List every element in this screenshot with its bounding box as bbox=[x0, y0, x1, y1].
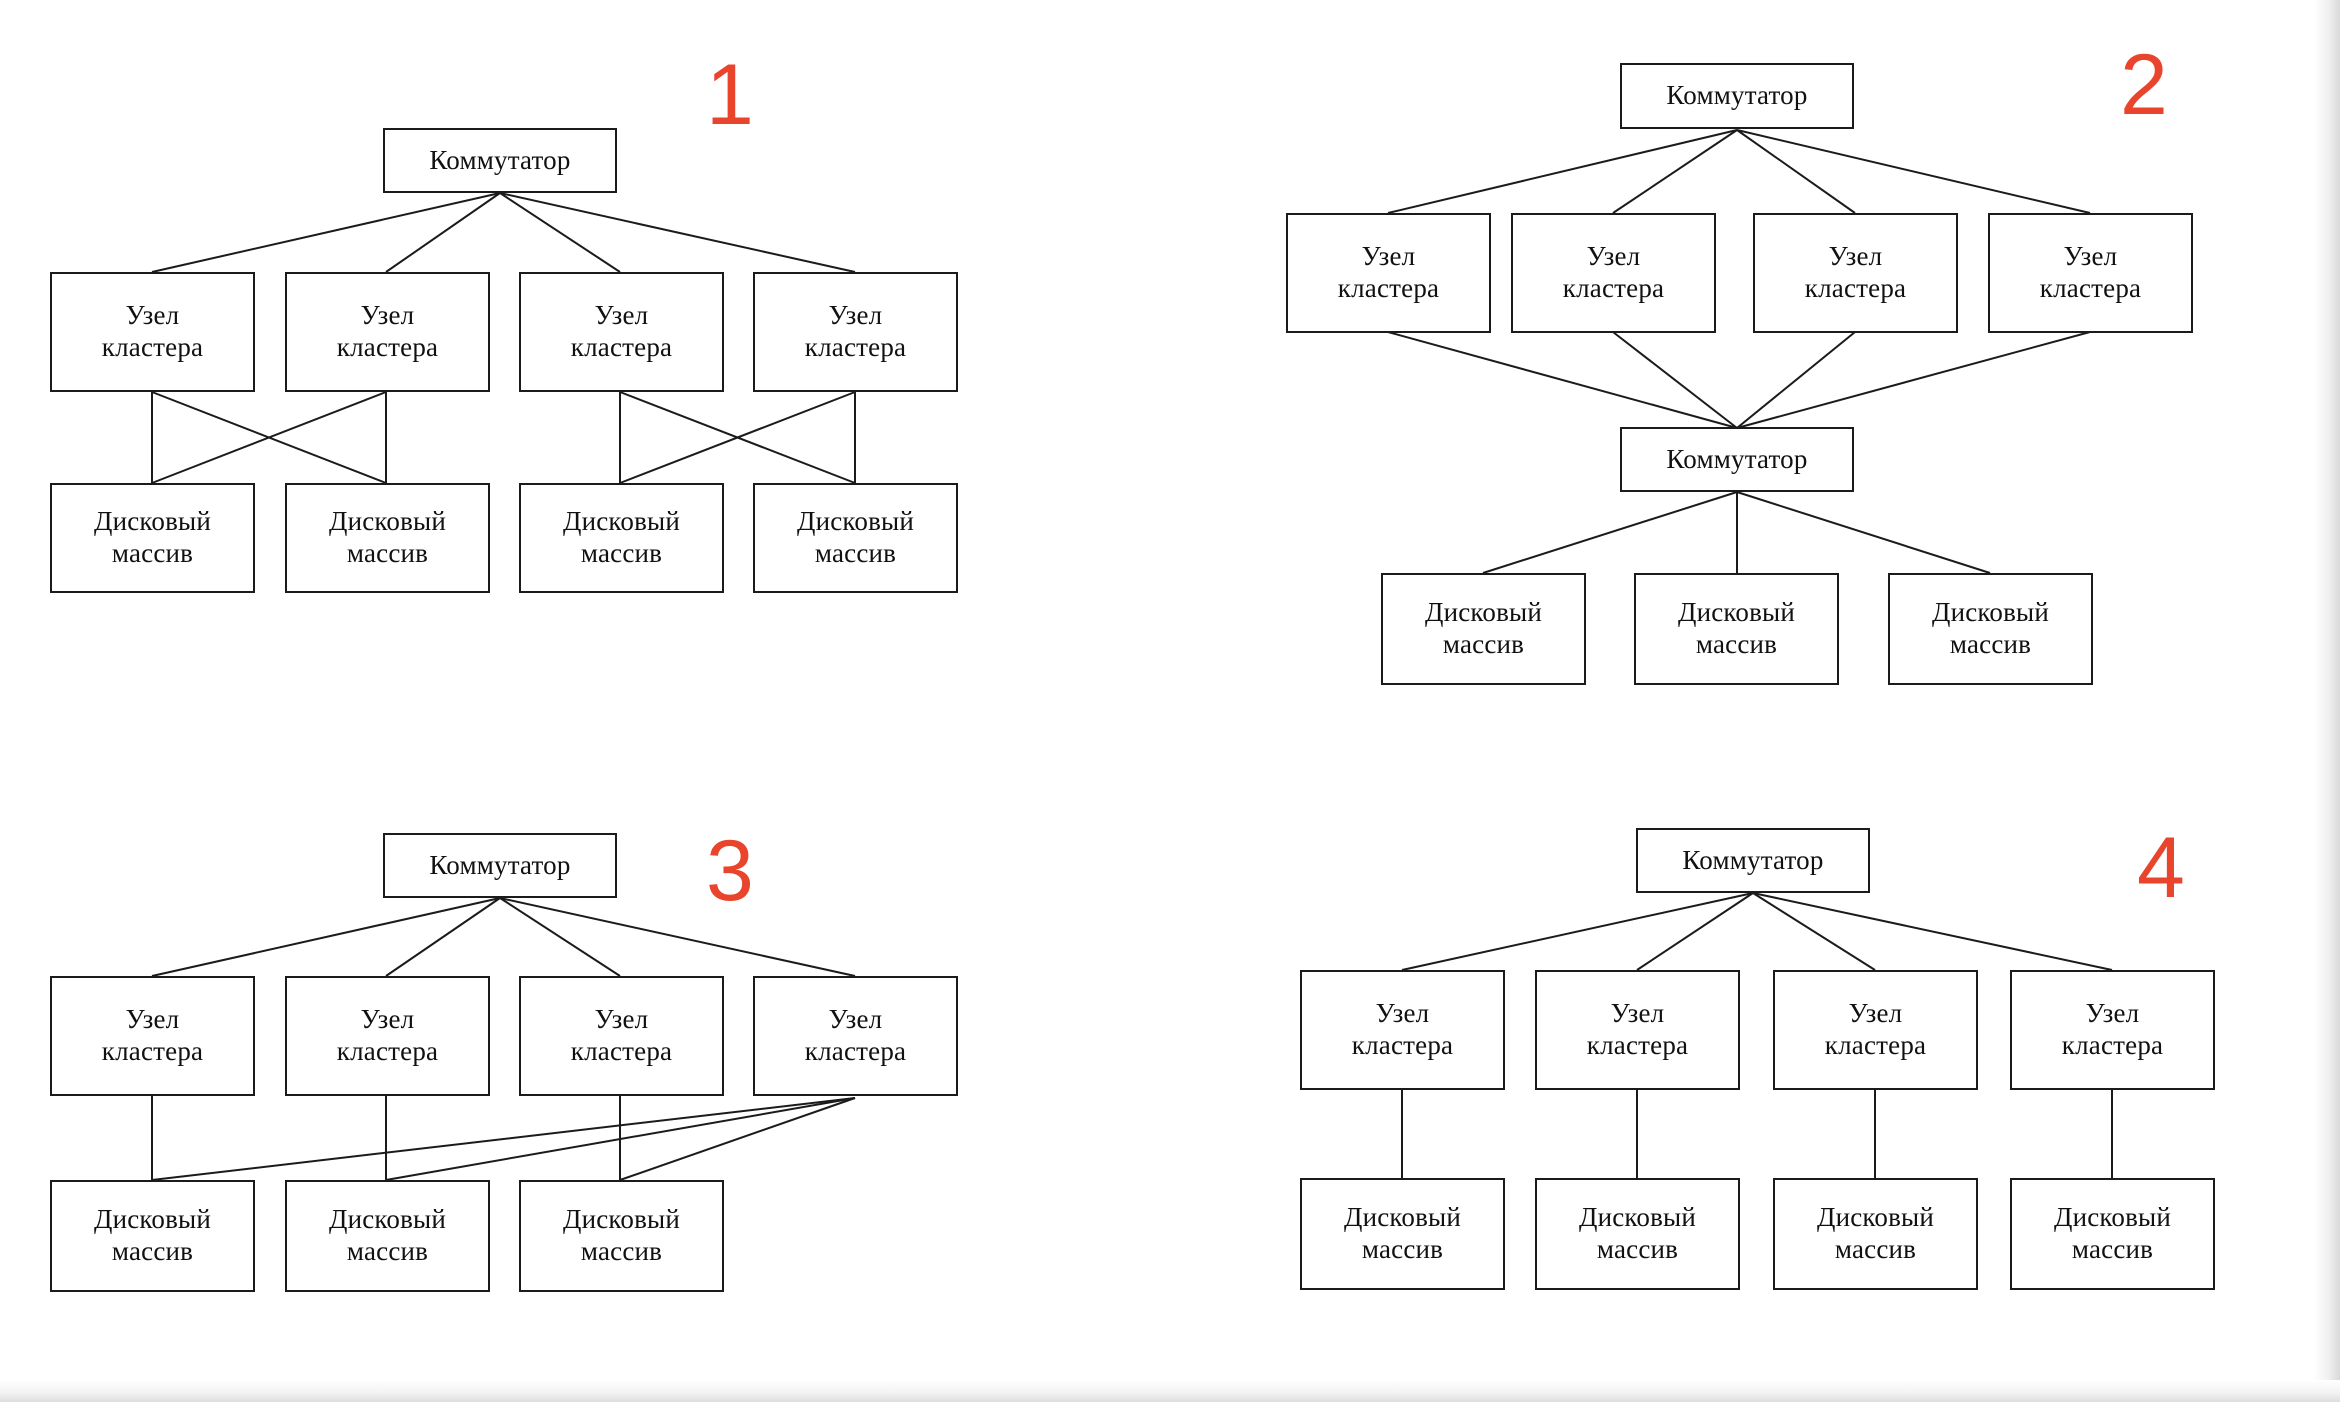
panel-3-node-1-label: Узел кластера bbox=[101, 1004, 204, 1066]
panel-1-array-1-label: Дисковый массив bbox=[93, 506, 212, 568]
panel-2-number: 2 bbox=[2120, 37, 2168, 133]
panel-1-array-1[interactable] bbox=[50, 483, 255, 593]
panel-1-node-3-label: Узел кластера bbox=[570, 300, 673, 362]
panel-2-node-3[interactable] bbox=[1753, 213, 1958, 333]
panel-3-node-3-label: Узел кластера bbox=[570, 1004, 673, 1066]
panel-4-node-1-label: Узел кластера bbox=[1351, 998, 1454, 1060]
panel-3-array-2[interactable] bbox=[285, 1180, 490, 1292]
panel-3-node-4-label: Узел кластера bbox=[804, 1004, 907, 1066]
panel-4 bbox=[1240, 780, 2340, 1400]
panel-2-node-1-label: Узел кластера bbox=[1337, 241, 1440, 303]
panel-4-node-4[interactable] bbox=[2010, 970, 2215, 1090]
panel-4-array-4[interactable] bbox=[2010, 1178, 2215, 1290]
panel-1-array-4[interactable] bbox=[753, 483, 958, 593]
panel-2-array-1-label: Дисковый массив bbox=[1424, 597, 1543, 659]
panel-4-switch[interactable] bbox=[1636, 828, 1870, 893]
panel-2-switch-top[interactable] bbox=[1620, 63, 1854, 129]
panel-3-node-1[interactable] bbox=[50, 976, 255, 1096]
panel-1-array-3-label: Дисковый массив bbox=[562, 506, 681, 568]
panel-2-switch-bottom[interactable] bbox=[1620, 427, 1854, 492]
panel-1-node-2-label: Узел кластера bbox=[336, 300, 439, 362]
panel-1-node-4-label: Узел кластера bbox=[804, 300, 907, 362]
panel-1-number: 1 bbox=[706, 47, 754, 143]
panel-2-array-2-label: Дисковый массив bbox=[1677, 597, 1796, 659]
panel-4-array-3-label: Дисковый массив bbox=[1816, 1202, 1935, 1264]
panel-4-array-1[interactable] bbox=[1300, 1178, 1505, 1290]
panel-2-node-1[interactable] bbox=[1286, 213, 1491, 333]
panel-3-node-2[interactable] bbox=[285, 976, 490, 1096]
panel-2-array-2[interactable] bbox=[1634, 573, 1839, 685]
panel-4-array-1-label: Дисковый массив bbox=[1343, 1202, 1462, 1264]
panel-1-switch-label: Коммутатор bbox=[429, 144, 571, 175]
panel-4-array-3[interactable] bbox=[1773, 1178, 1978, 1290]
panel-2-switch-bottom-label: Коммутатор bbox=[1666, 443, 1808, 474]
panel-3-node-3[interactable] bbox=[519, 976, 724, 1096]
panel-4-switch-label: Коммутатор bbox=[1682, 844, 1824, 875]
panel-1-switch[interactable] bbox=[383, 128, 617, 193]
panel-3-node-4[interactable] bbox=[753, 976, 958, 1096]
page-edge-right bbox=[2314, 0, 2340, 1402]
panel-2-node-2-label: Узел кластера bbox=[1562, 241, 1665, 303]
panel-2-array-3-label: Дисковый массив bbox=[1931, 597, 2050, 659]
panel-4-number: 4 bbox=[2137, 820, 2185, 916]
panel-4-node-2[interactable] bbox=[1535, 970, 1740, 1090]
panel-4-node-1[interactable] bbox=[1300, 970, 1505, 1090]
panel-3 bbox=[0, 780, 1120, 1400]
panel-2-node-4-label: Узел кластера bbox=[2039, 241, 2142, 303]
panel-3-array-1-label: Дисковый массив bbox=[93, 1204, 212, 1266]
panel-3-switch-label: Коммутатор bbox=[429, 849, 571, 880]
page-edge-bottom bbox=[0, 1380, 2340, 1402]
panel-3-switch[interactable] bbox=[383, 833, 617, 898]
panel-1 bbox=[0, 0, 1120, 660]
panel-3-array-1[interactable] bbox=[50, 1180, 255, 1292]
panel-3-array-3-label: Дисковый массив bbox=[562, 1204, 681, 1266]
panel-4-array-2-label: Дисковый массив bbox=[1578, 1202, 1697, 1264]
panel-4-node-4-label: Узел кластера bbox=[2061, 998, 2164, 1060]
panel-2-array-1[interactable] bbox=[1381, 573, 1586, 685]
panel-2-node-3-label: Узел кластера bbox=[1804, 241, 1907, 303]
panel-3-number: 3 bbox=[706, 823, 754, 919]
panel-4-array-2[interactable] bbox=[1535, 1178, 1740, 1290]
panel-3-array-3[interactable] bbox=[519, 1180, 724, 1292]
panel-1-node-1[interactable] bbox=[50, 272, 255, 392]
panel-1-array-3[interactable] bbox=[519, 483, 724, 593]
panel-2-node-4[interactable] bbox=[1988, 213, 2193, 333]
panel-1-node-3[interactable] bbox=[519, 272, 724, 392]
panel-1-node-2[interactable] bbox=[285, 272, 490, 392]
panel-3-array-2-label: Дисковый массив bbox=[328, 1204, 447, 1266]
panel-1-node-4[interactable] bbox=[753, 272, 958, 392]
panel-4-node-2-label: Узел кластера bbox=[1586, 998, 1689, 1060]
panel-1-array-2[interactable] bbox=[285, 483, 490, 593]
panel-3-node-2-label: Узел кластера bbox=[336, 1004, 439, 1066]
panel-1-array-4-label: Дисковый массив bbox=[796, 506, 915, 568]
panel-2-switch-top-label: Коммутатор bbox=[1666, 80, 1808, 111]
panel-1-node-1-label: Узел кластера bbox=[101, 300, 204, 362]
panel-1-array-2-label: Дисковый массив bbox=[328, 506, 447, 568]
panel-4-node-3[interactable] bbox=[1773, 970, 1978, 1090]
panel-4-array-4-label: Дисковый массив bbox=[2053, 1202, 2172, 1264]
panel-4-node-3-label: Узел кластера bbox=[1824, 998, 1927, 1060]
panel-2 bbox=[1240, 0, 2340, 740]
panel-2-array-3[interactable] bbox=[1888, 573, 2093, 685]
panel-2-node-2[interactable] bbox=[1511, 213, 1716, 333]
